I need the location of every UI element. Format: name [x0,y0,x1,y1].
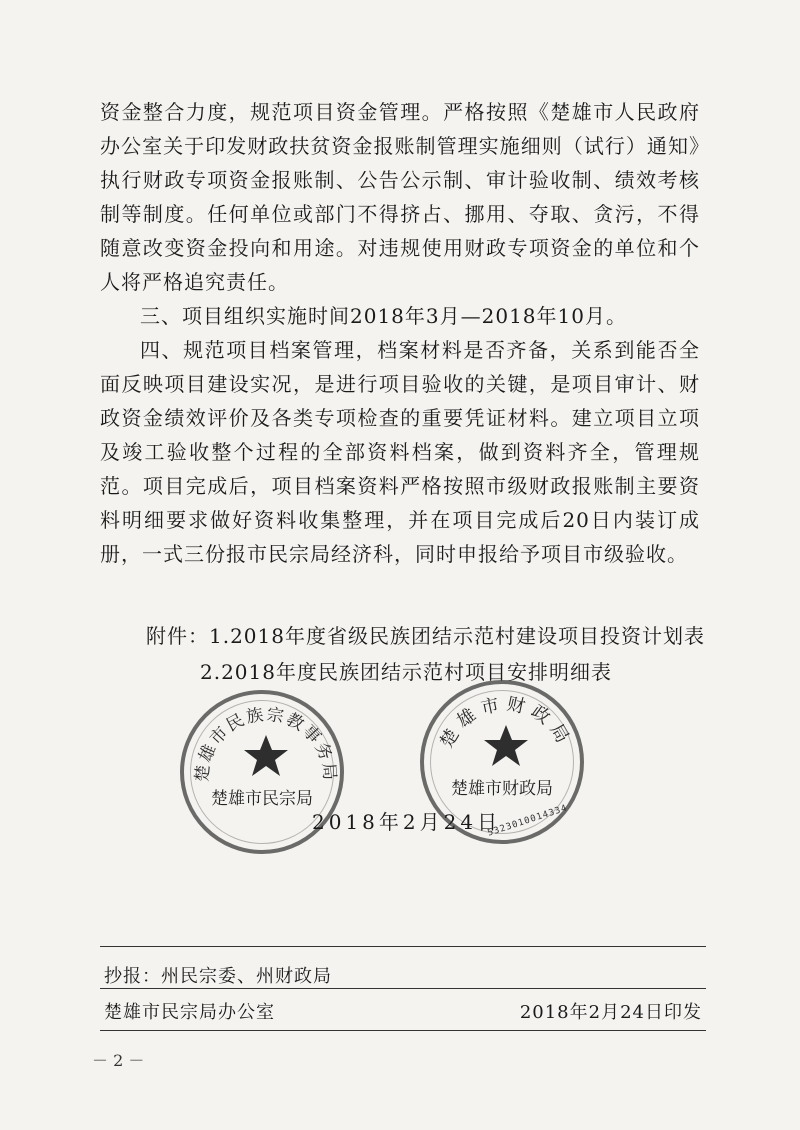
attachment-2: 2.2018年度民族团结示范村项目安排明细表 [200,660,612,684]
divider-top [100,946,706,947]
seal-1-name: 楚雄市民宗局 [211,789,313,809]
attachment-1: 附件：1.2018年度省级民族团结示范村建设项目投资计划表 [146,624,705,648]
paragraph-funds: 资金整合力度，规范项目资金管理。严格按照《楚雄市人民政府办公室关于印发财政扶贫资金报账制管理实施细则（试行）通知》执行财政专项资金报账制、公告公示制、审计验收制、绩效考核制等制度。任何单位或部门不得挤占、挪用、夺取、贪污，不得随意改变资金投向和用途。对违规使用财政专项资金的单位和个人将严格追究责任。 [100,100,700,294]
star-icon [242,732,290,780]
star-icon [482,722,530,770]
paragraph-schedule: 三、项目组织实施时间2018年3月—2018年10月。 [140,304,627,328]
print-date: 2018年2月24日印发 [519,1002,702,1023]
issue-date: 2018年2月24日 [312,810,502,834]
divider-bottom [100,1030,706,1031]
paragraph-archives: 四、规范项目档案管理，档案材料是否齐备，关系到能否全面反映项目建设实况，是进行项目验收的关键，是项目审计、财政资金绩效评价及各类专项检查的重要凭证材料。建立项目立项及竣工验收整个过程的全部资料档案，做到资料齐全，管理规范。项目完成后，项目档案资料严格按照市级财政报账制主要资料明细要求做好资料收集整理，并在项目完成后20日内装订成册，一式三份报市民宗局经济科，同时申报给予项目市级验收。 [100,338,700,566]
body-text [100,95,700,571]
seal-2-arc-text: 楚雄市财政局 [436,693,576,752]
seal-2-serial: 5323010014334 [486,803,569,839]
seal-1-arc-text: 楚雄市民族宗教事务局 [192,704,340,783]
seal-2-name: 楚雄市财政局 [451,779,553,799]
divider-middle [100,988,706,989]
page-number: － 2 － [92,1051,145,1070]
issuing-office: 楚雄市民宗局办公室 [104,1002,275,1023]
cc-recipients: 抄报：州民宗委、州财政局 [104,966,332,987]
